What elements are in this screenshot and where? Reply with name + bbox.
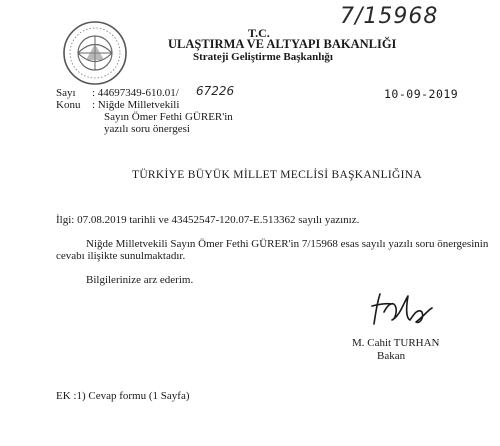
sayi-label: Sayı [56,87,76,99]
signature-icon [366,290,436,332]
header-ministry: ULAŞTIRMA VE ALTYAPI BAKANLIĞI [168,37,397,51]
closing-line: Bilgilerinize arz ederim. [86,274,194,286]
sayi-value: : 44697349-610.01/ [92,87,179,99]
date-stamp: 10-09-2019 [384,87,459,101]
header-department: Strateji Geliştirme Başkanlığı [193,51,333,63]
attachment-line: EK :1) Cevap formu (1 Sayfa) [56,390,190,402]
addressee: TÜRKİYE BÜYÜK MİLLET MECLİSİ BAŞKANLIĞINA [132,169,422,181]
body-line-1: Niğde Milletvekili Sayın Ömer Fethi GÜRER'in 7/15968 esas sayılı yazılı soru önergesinin [86,238,489,250]
konu-line-2: Sayın Ömer Fethi GÜRER'in [104,111,233,123]
konu-line-3: yazılı soru önergesi [104,123,190,135]
handwritten-number: 7/15968 [340,4,439,29]
body-line-2: cevabı ilişikte sunulmaktadır. [56,250,186,262]
signatory-name: M. Cahit TURHAN [352,337,440,349]
sayi-handwritten: 67226 [196,84,235,98]
ministry-logo-icon [62,20,128,86]
signatory-title: Bakan [377,350,406,362]
konu-label: Konu [56,99,81,111]
reference-line: İlgi: 07.08.2019 tarihli ve 43452547-120.07-E.513362 sayılı yazınız. [56,214,360,226]
konu-line-1: : Niğde Milletvekili [92,99,180,111]
header-tc: T.C. [248,26,270,40]
